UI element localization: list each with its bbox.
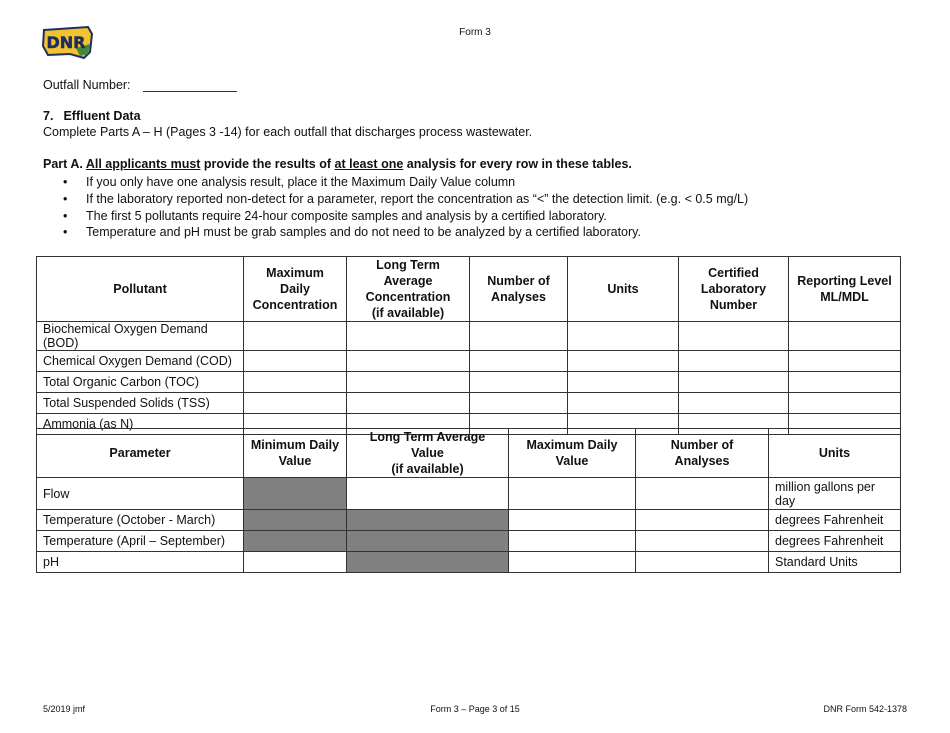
part-a-seg4: analysis for every row in these tables. <box>403 157 632 171</box>
section-title <box>43 109 141 123</box>
pollutant-table <box>36 256 901 435</box>
parameter-name: Flow <box>37 478 244 510</box>
col-number-of-analyses: Number of Analyses <box>636 429 769 478</box>
col-reporting-level: Reporting Level ML/MDL <box>789 257 901 322</box>
table-row <box>37 351 901 372</box>
long-term-input[interactable] <box>347 478 509 510</box>
part-a-seg3: at least one <box>334 157 404 171</box>
shaded-cell <box>347 552 509 573</box>
instruction-list <box>43 174 748 241</box>
pollutant-name: Chemical Oxygen Demand (COD) <box>37 351 244 372</box>
pollutant-name: Total Organic Carbon (TOC) <box>37 372 244 393</box>
units-input[interactable] <box>568 351 679 372</box>
instruction-item: • If you only have one analysis result, place it the Maximum Daily Value column <box>43 174 748 191</box>
max-daily-input[interactable] <box>244 351 347 372</box>
col-long-term-average-value <box>347 429 509 478</box>
parameter-name: Temperature (April – September) <box>37 531 244 552</box>
shaded-cell <box>347 531 509 552</box>
logo-text: DNR <box>46 33 86 52</box>
part-a-instruction <box>43 157 632 171</box>
table-row <box>37 552 901 573</box>
col-units: Units <box>568 257 679 322</box>
outfall-number-field[interactable] <box>143 77 237 92</box>
long-term-input[interactable] <box>347 351 470 372</box>
shaded-cell <box>244 510 347 531</box>
table-row <box>37 393 901 414</box>
num-analyses-input[interactable] <box>636 510 769 531</box>
table-row <box>37 531 901 552</box>
num-analyses-input[interactable] <box>470 322 568 351</box>
outfall-number-label: Outfall Number: <box>43 78 131 92</box>
col-long-term-average <box>347 257 470 322</box>
parameter-name: pH <box>37 552 244 573</box>
reporting-level-input[interactable] <box>789 351 901 372</box>
col-units: Units <box>769 429 901 478</box>
table-row <box>37 478 901 510</box>
min-daily-input[interactable] <box>244 552 347 573</box>
max-daily-input[interactable] <box>509 552 636 573</box>
num-analyses-input[interactable] <box>470 372 568 393</box>
reporting-level-input[interactable] <box>789 393 901 414</box>
units-value: million gallons per day <box>769 478 901 510</box>
col-long-term-value-note: (if available) <box>391 462 464 476</box>
lab-number-input[interactable] <box>679 372 789 393</box>
units-value: degrees Fahrenheit <box>769 531 901 552</box>
units-input[interactable] <box>568 393 679 414</box>
reporting-level-input[interactable] <box>789 322 901 351</box>
table-row <box>37 372 901 393</box>
pollutant-name: Ammonia (as N) <box>37 414 244 435</box>
col-certified-lab-number: Certified Laboratory Number <box>679 257 789 322</box>
units-input[interactable] <box>568 372 679 393</box>
units-value: degrees Fahrenheit <box>769 510 901 531</box>
lab-number-input[interactable] <box>679 322 789 351</box>
part-a-seg1: All applicants must <box>85 157 201 171</box>
num-analyses-input[interactable] <box>636 552 769 573</box>
reporting-level-input[interactable] <box>789 372 901 393</box>
section-title-text: Effluent Data <box>63 109 141 123</box>
pollutant-name: Total Suspended Solids (TSS) <box>37 393 244 414</box>
max-daily-input[interactable] <box>244 393 347 414</box>
col-long-term-average-title: Long Term Average Concentration <box>365 258 451 304</box>
units-value: Standard Units <box>769 552 901 573</box>
shaded-cell <box>347 510 509 531</box>
col-number-of-analyses: Number of Analyses <box>470 257 568 322</box>
max-daily-input[interactable] <box>244 322 347 351</box>
col-max-daily-value: Maximum Daily Value <box>509 429 636 478</box>
max-daily-input[interactable] <box>509 531 636 552</box>
footer-page-number: Form 3 – Page 3 of 15 <box>430 704 520 714</box>
col-long-term-value-title: Long Term Average Value <box>369 430 486 460</box>
table-row <box>37 322 901 351</box>
lab-number-input[interactable] <box>679 393 789 414</box>
form-label: Form 3 <box>459 27 491 38</box>
instruction-item: • If the laboratory reported non-detect for a parameter, report the concentration as “<” the detection limit. (e.g. < 0.5 mg/L) <box>43 191 748 208</box>
num-analyses-input[interactable] <box>470 351 568 372</box>
num-analyses-input[interactable] <box>636 531 769 552</box>
pollutant-name: Biochemical Oxygen Demand (BOD) <box>37 322 244 351</box>
footer-form-id: DNR Form 542-1378 <box>823 704 907 714</box>
footer-date: 5/2019 jmf <box>43 704 86 714</box>
long-term-input[interactable] <box>347 393 470 414</box>
table-row <box>37 510 901 531</box>
section-description: Complete Parts A – H (Pages 3 -14) for each outfall that discharges process wastewater. <box>43 125 533 139</box>
col-parameter: Parameter <box>37 429 244 478</box>
parameter-name: Temperature (October - March) <box>37 510 244 531</box>
outfall-number-row <box>43 77 237 92</box>
num-analyses-input[interactable] <box>470 393 568 414</box>
units-input[interactable] <box>568 322 679 351</box>
col-long-term-average-note: (if available) <box>371 306 445 320</box>
lab-number-input[interactable] <box>679 351 789 372</box>
long-term-input[interactable] <box>347 372 470 393</box>
part-a-lead: Part A. <box>43 157 83 171</box>
instruction-item: • The first 5 pollutants require 24-hour composite samples and analysis by a certified laboratory. <box>43 208 748 225</box>
parameter-table <box>36 428 901 573</box>
shaded-cell <box>244 531 347 552</box>
num-analyses-input[interactable] <box>636 478 769 510</box>
instruction-item: • Temperature and pH must be grab samples and do not need to be analyzed by a certified laboratory. <box>43 224 748 241</box>
part-a-seg2: provide the results of <box>200 157 335 171</box>
shaded-cell <box>244 478 347 510</box>
long-term-input[interactable] <box>347 322 470 351</box>
col-min-daily-value: Minimum Daily Value <box>244 429 347 478</box>
section-number: 7. <box>43 109 54 123</box>
col-max-daily-concentration: Maximum Daily Concentration <box>244 257 347 322</box>
max-daily-input[interactable] <box>244 372 347 393</box>
max-daily-input[interactable] <box>509 510 636 531</box>
col-pollutant: Pollutant <box>37 257 244 322</box>
max-daily-input[interactable] <box>509 478 636 510</box>
